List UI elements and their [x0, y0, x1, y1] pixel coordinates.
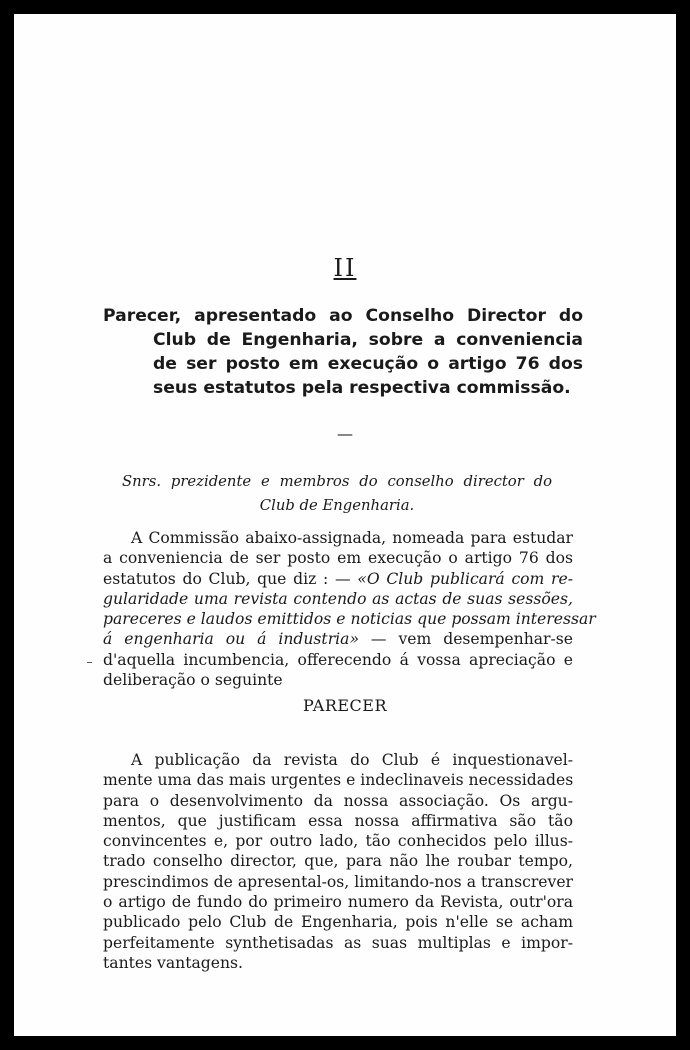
paragraph-line: A Commissão abaixo-assignada, nomeada para estudar: [131, 529, 573, 547]
paragraph-line: trado conselho director, que, para não lhe roubar tempo,: [103, 852, 573, 871]
paragraph-line: [103, 589, 573, 609]
paragraph-line: o artigo de fundo do primeiro numero da Revista, outr'ora: [103, 893, 573, 912]
document-page: [14, 14, 676, 1036]
paragraph-text: — vem desempenhar-se: [358, 630, 573, 649]
quoted-article: pareceres e laudos emittidos e noticias que possam interessar: [103, 610, 596, 629]
paragraph-line: perfeitamente synthetisadas as suas multiplas e impor-: [103, 933, 573, 952]
quoted-article: gularidade uma revista contendo as actas de suas sessões,: [103, 589, 573, 608]
section-heading: PARECER: [302, 696, 388, 715]
body-paragraph: [103, 750, 573, 973]
paragraph-line: [103, 629, 573, 649]
paragraph-line: A publicação da revista do Club é inquestionavel-: [131, 751, 573, 769]
document-title: [103, 304, 583, 400]
quoted-article: á engenharia ou á industria»: [103, 630, 359, 649]
chapter-number: II: [333, 254, 357, 282]
paragraph-line: d'aquella incumbencia, offerecendo á vossa apreciação e: [103, 650, 573, 669]
separator-dash: —: [337, 424, 353, 443]
paragraph-line: para o desenvolvimento da nossa associação. Os argu-: [103, 791, 573, 810]
salutation-line: Snrs. prezidente e membros do conselho director do: [122, 473, 552, 490]
paragraph-text: estatutos do Club, que diz : —: [103, 569, 358, 588]
paragraph-line: [103, 609, 596, 629]
paragraph-line: prescindimos de apresental-os, limitando-nos a transcrever: [103, 872, 573, 891]
title-line: Club de Engenharia, sobre a conveniencia: [153, 330, 583, 350]
title-line: seus estatutos pela respectiva commissão.: [153, 378, 571, 398]
salutation-line: Club de Engenharia.: [259, 497, 415, 514]
paragraph-line: mente uma das mais urgentes e indeclinaveis necessidades: [103, 771, 574, 790]
paragraph-line: publicado pelo Club de Engenharia, pois n'elle se acham: [103, 913, 573, 932]
title-line: de ser posto em execução o artigo 76 dos: [153, 354, 583, 374]
paragraph-line: a conveniencia de ser posto em execução o artigo 76 dos: [103, 549, 573, 568]
paragraph-line: convincentes e, por outro lado, tão conhecidos pelo illus-: [103, 832, 573, 851]
paragraph-line: mentos, que justificam essa nossa affirmativa são tão: [103, 811, 573, 830]
margin-mark: [87, 662, 92, 663]
paragraph-line: [103, 569, 573, 589]
salutation: [122, 470, 552, 518]
paragraph-line: tantes vantagens.: [103, 953, 243, 972]
paragraph-line: deliberação o seguinte: [103, 671, 283, 690]
quoted-article: «O Club publicará com re-: [357, 569, 574, 588]
title-line: Parecer, apresentado ao Conselho Director do: [103, 306, 583, 326]
intro-paragraph: [103, 528, 596, 690]
